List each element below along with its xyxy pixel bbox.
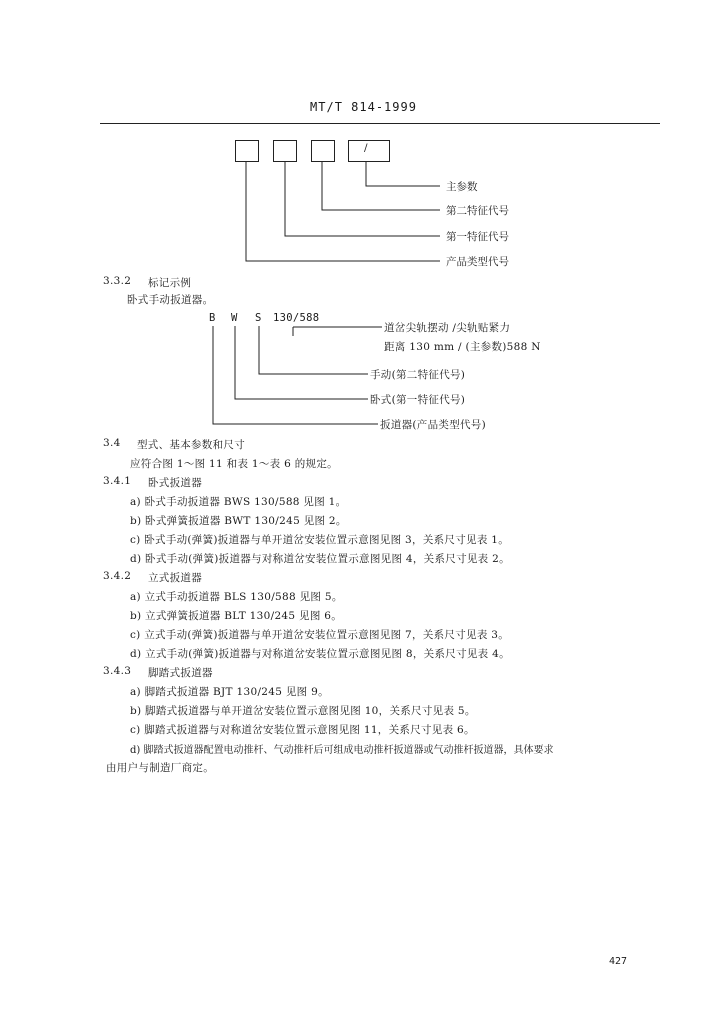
section-342-item-a: a) 立式手动扳道器 BLS 130/588 见图 5。 [130,591,343,603]
section-342-title: 立式扳道器 [148,572,202,584]
section-343-item-d: d) 脚踏式扳道器配置电动推杆、气动推杆后可组成电动推杆扳道器或气动推杆扳道器，具体要求 [130,745,554,756]
section-343-item-c: c) 脚踏式扳道器与对称道岔安装位置示意图见图 11，关系尺寸见表 6。 [130,724,475,736]
label-second-feature: 第二特征代号 [446,205,509,217]
example-code-param: 130/588 [273,312,320,324]
annotation-manual: 手动(第二特征代号) [370,369,466,381]
example-code-letter-w: W [231,312,238,324]
section-34-title: 型式、基本参数和尺寸 [137,439,245,451]
annotation-param-line1: 道岔尖轨摆动 /尖轨贴紧力 [384,322,511,334]
section-34-intro: 应符合图 1～图 11 和表 1～表 6 的规定。 [130,458,338,470]
annotation-param-line2: 距离 130 mm / (主参数)588 N [384,341,541,353]
section-341-item-a: a) 卧式手动扳道器 BWS 130/588 见图 1。 [130,496,347,508]
section-342-item-b: b) 立式弹簧扳道器 BLT 130/245 见图 6。 [130,610,343,622]
section-343-item-a: a) 脚踏式扳道器 BJT 130/245 见图 9。 [130,686,329,698]
example-code-letter-b: B [209,312,216,324]
section-343-title: 脚踏式扳道器 [148,667,213,679]
section-342-item-c: c) 立式手动(弹簧)扳道器与单开道岔安装位置示意图见图 7，关系尺寸见表 3。 [130,629,510,641]
section-343-item-b: b) 脚踏式扳道器与单开道岔安装位置示意图见图 10，关系尺寸见表 5。 [130,705,476,717]
label-main-param: 主参数 [446,181,478,193]
section-332-title: 标记示例 [148,277,192,289]
section-342-number: 3.4.2 [103,570,132,582]
example-name: 卧式手动扳道器。 [127,294,214,306]
label-product-type: 产品类型代号 [446,256,509,268]
annotation-horizontal: 卧式(第一特征代号) [370,394,466,406]
section-343-number: 3.4.3 [103,665,132,677]
label-first-feature: 第一特征代号 [446,231,509,243]
page-number: 427 [608,956,627,967]
example-code-letter-s: S [255,312,262,324]
section-341-item-d: d) 卧式手动(弹簧)扳道器与对称道岔安装位置示意图见图 4，关系尺寸见表 2。 [130,553,510,565]
section-341-item-c: c) 卧式手动(弹簧)扳道器与单开道岔安装位置示意图见图 3，关系尺寸见表 1。 [130,534,510,546]
section-341-number: 3.4.1 [103,475,132,487]
section-343-continuation: 由用户与制造厂商定。 [106,762,214,774]
code-slash: / [364,142,368,154]
section-341-item-b: b) 卧式弹簧扳道器 BWT 130/245 见图 2。 [130,515,347,527]
section-332-number: 3.3.2 [103,275,132,287]
section-342-item-d: d) 立式手动(弹簧)扳道器与对称道岔安装位置示意图见图 8，关系尺寸见表 4。 [130,648,510,660]
section-34-number: 3.4 [103,437,121,449]
annotation-switch-device: 扳道器(产品类型代号) [380,419,486,431]
section-341-title: 卧式扳道器 [148,477,202,489]
standard-code-header: MT/T 814-1999 [310,100,417,114]
